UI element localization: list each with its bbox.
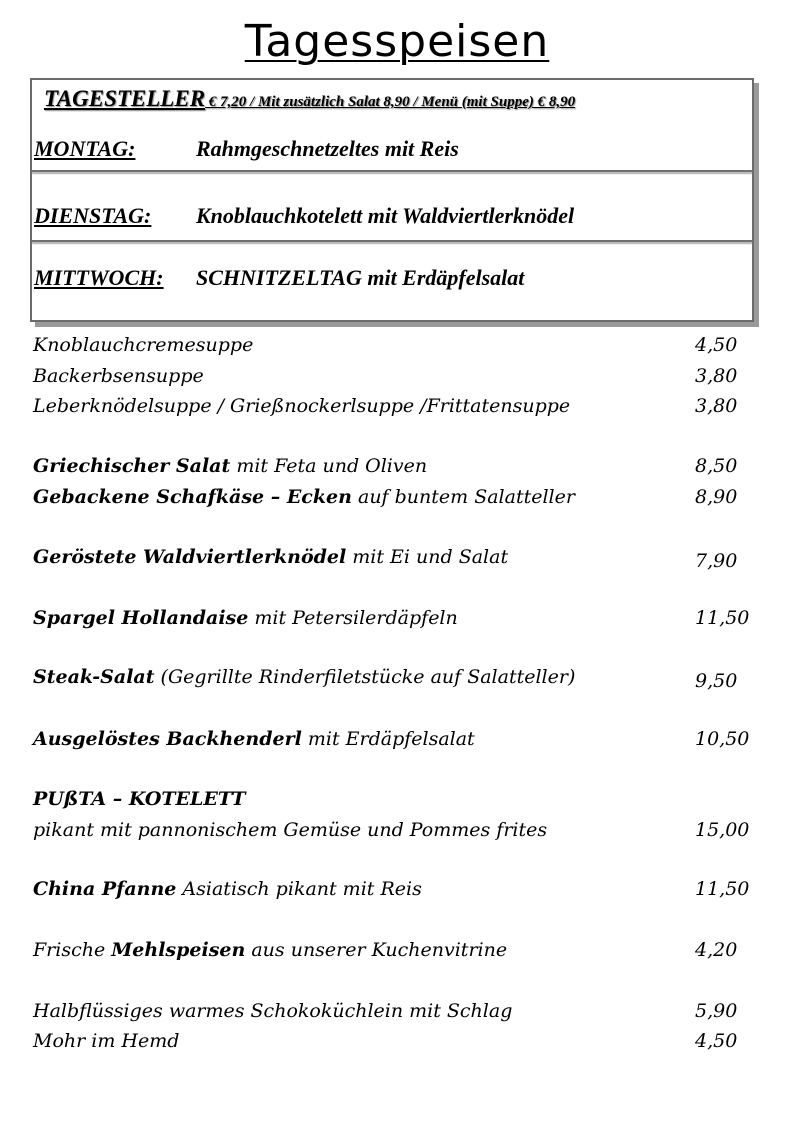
item-text: mit Feta und Oliven (230, 455, 428, 477)
item-prefix: Frische (33, 939, 112, 961)
menu-item (33, 1026, 793, 1056)
day-dish: Rahmgeschnetzeltes mit Reis (196, 136, 459, 161)
menu-item (33, 361, 793, 391)
menu-item-heading (33, 784, 793, 814)
menu-item (33, 815, 793, 845)
item-text: Knoblauchcremesuppe (33, 334, 254, 356)
item-price: 7,90 (695, 550, 738, 572)
menu-item (33, 542, 793, 572)
item-price: 8,50 (695, 455, 738, 477)
item-text: mit Erdäpfelsalat (301, 728, 475, 750)
item-text: mit Petersilerdäpfeln (248, 607, 458, 629)
item-price: 11,50 (695, 878, 750, 900)
item-text: Halbflüssiges warmes Schokoküchlein mit Schlag (33, 1000, 513, 1022)
item-text: Leberknödelsuppe / Grießnockerlsuppe /Frittatensuppe (33, 395, 571, 417)
item-price: 5,90 (695, 1000, 738, 1022)
menu-item (33, 391, 793, 421)
page-title-text: Tagesspeisen (244, 16, 550, 67)
divider (32, 170, 752, 172)
menu-item (33, 603, 793, 633)
item-text: mit Ei und Salat (346, 546, 509, 568)
day-tuesday (34, 203, 575, 229)
day-wednesday (34, 265, 525, 291)
item-name: Griechischer Salat (33, 455, 231, 477)
day-monday (34, 136, 459, 162)
item-text: Mohr im Hemd (33, 1030, 180, 1052)
item-name: Ausgelöstes Backhenderl (33, 728, 302, 750)
day-name: DIENSTAG: (34, 203, 152, 228)
item-text: (Gegrillte Rinderfiletstücke auf Salatteller) (154, 666, 576, 688)
menu-item (33, 935, 793, 965)
tagesteller-box (30, 78, 754, 322)
divider (32, 240, 752, 242)
tagesteller-label: TAGESTELLER (44, 86, 206, 111)
day-name: MONTAG: (34, 136, 136, 161)
item-price: 10,50 (695, 728, 750, 750)
menu-item (33, 724, 793, 754)
menu-item (33, 874, 793, 904)
day-dish: SCHNITZELTAG mit Erdäpfelsalat (196, 265, 525, 290)
item-text: Asiatisch pikant mit Reis (176, 878, 422, 900)
item-name: Mehlspeisen (111, 939, 246, 961)
item-text: aus unserer Kuchenvitrine (245, 939, 508, 961)
menu-item (33, 662, 793, 692)
item-text: pikant mit pannonischem Gemüse und Pommes frites (33, 819, 548, 841)
menu-item (33, 482, 793, 512)
item-price: 9,50 (695, 670, 738, 692)
item-price: 4,50 (695, 1030, 738, 1052)
item-text: auf buntem Salatteller (351, 486, 575, 508)
item-price: 11,50 (695, 607, 750, 629)
item-text: Backerbsensuppe (33, 365, 204, 387)
day-name: MITTWOCH: (34, 265, 164, 290)
menu-item (33, 451, 793, 481)
tagesteller-header (44, 86, 750, 112)
day-dish: Knoblauchkotelett mit Waldviertlerknödel (196, 203, 575, 228)
item-price: 3,80 (695, 365, 738, 387)
menu-item (33, 330, 793, 360)
item-name: Geröstete Waldviertlerknödel (33, 546, 347, 568)
item-price: 4,20 (695, 939, 738, 961)
item-name: PUßTA – KOTELETT (33, 788, 246, 810)
item-price: 4,50 (695, 334, 738, 356)
item-price: 15,00 (695, 819, 750, 841)
item-name: China Pfanne (33, 878, 177, 900)
item-name: Steak-Salat (33, 666, 155, 688)
tagesteller-prices: € 7,20 / Mit zusätzlich Salat 8,90 / Menü (mit Suppe) € 8,90 (205, 94, 576, 110)
item-name: Spargel Hollandaise (33, 607, 249, 629)
item-price: 8,90 (695, 486, 738, 508)
item-price: 3,80 (695, 395, 738, 417)
item-name: Gebackene Schafkäse – Ecken (33, 486, 352, 508)
menu-item (33, 996, 793, 1026)
page-title (0, 14, 794, 70)
